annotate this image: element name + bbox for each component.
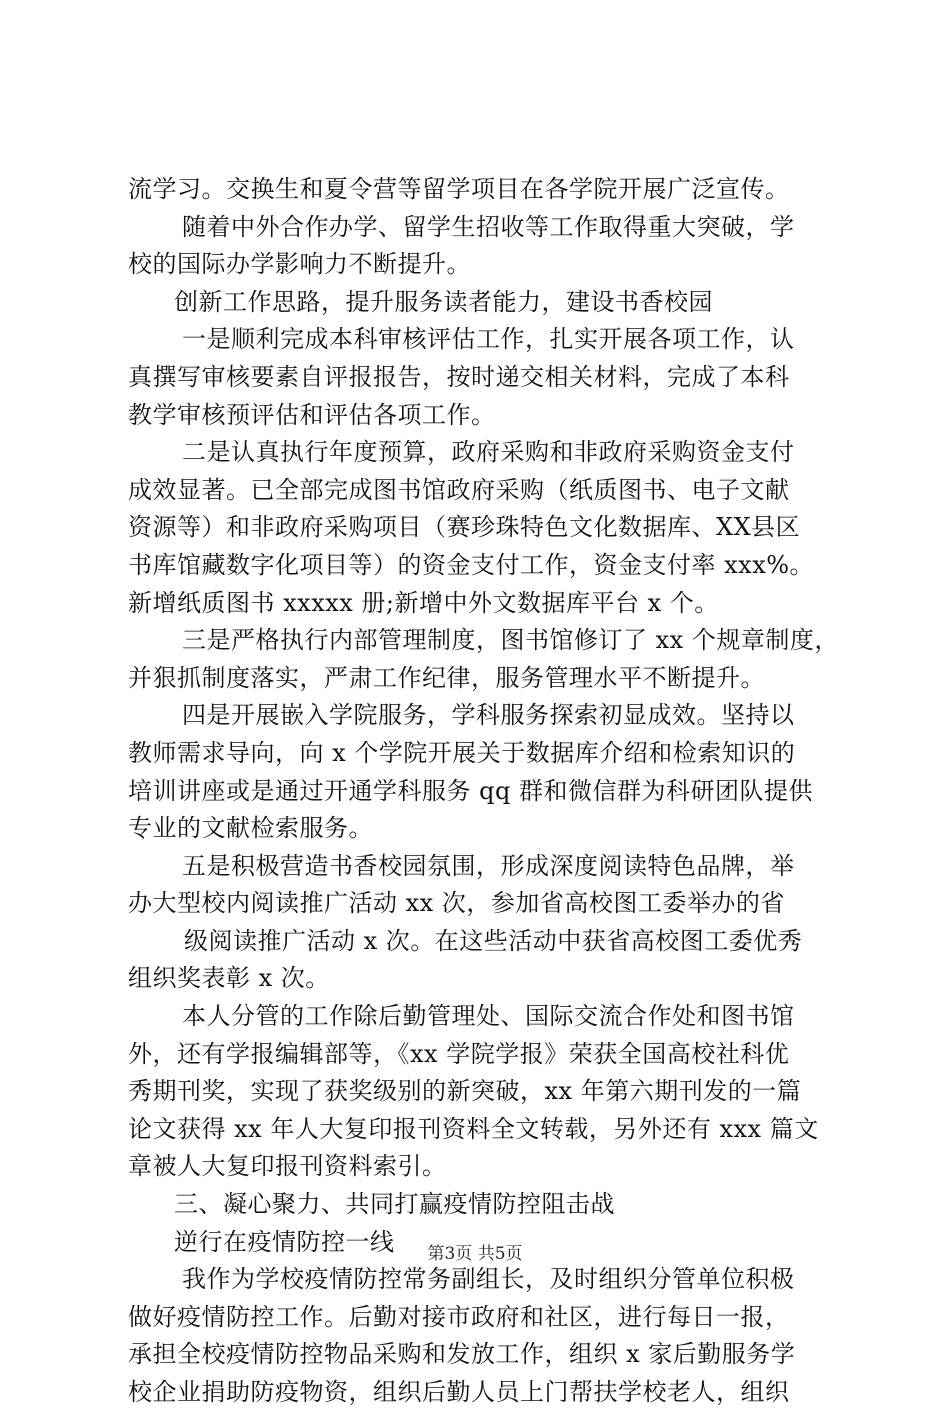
text-line: 三是严格执行内部管理制度，图书馆修订了 xx 个规章制度， [182, 626, 839, 655]
text-line: 秀期刊奖，实现了获奖级别的新突破，xx 年第六期刊发的一篇 [128, 1077, 802, 1106]
text-line: 组织奖表彰 x 次。 [128, 964, 330, 993]
text-line: 专业的文献检索服务。 [128, 814, 373, 843]
section-heading: 三、凝心聚力、共同打赢疫情防控阻击战 [174, 1190, 615, 1219]
text-line: 一是顺利完成本科审核评估工作，扎实开展各项工作，认 [182, 325, 795, 354]
text-line: 教师需求导向，向 x 个学院开展关于数据库介绍和检索知识的 [128, 738, 796, 767]
text-line: 级阅读推广活动 x 次。在这些活动中获省高校图工委优秀 [184, 926, 803, 955]
text-line: 并狠抓制度落实，严肃工作纪律，服务管理水平不断提升。 [128, 663, 765, 692]
text-line: 流学习。交换生和夏令营等留学项目在各学院开展广泛宣传。 [128, 175, 790, 203]
text-line: 培训讲座或是通过开通学科服务 qq 群和微信群为科研团队提供 [128, 776, 813, 805]
text-line: 办大型校内阅读推广活动 xx 次，参加省高校图工委举办的省 [128, 889, 785, 918]
body-text [128, 171, 839, 1412]
text-line: 二是认真执行年度预算，政府采购和非政府采购资金支付 [182, 438, 795, 467]
text-line: 四是开展嵌入学院服务，学科服务探索初显成效。坚持以 [182, 701, 795, 730]
text-line: 书库馆藏数字化项目等）的资金支付工作，资金支付率 xxx%。 [128, 550, 815, 579]
text-line: 随着中外合作办学、留学生招收等工作取得重大突破，学 [182, 212, 795, 241]
text-line: 校企业捐助防疫物资，组织后勤人员上门帮扶学校老人，组织 [128, 1378, 790, 1406]
text-line: 我作为学校疫情防控常务副组长，及时组织分管单位积极 [182, 1265, 795, 1294]
text-line: 章被人大复印报刊资料索引。 [128, 1152, 447, 1181]
text-line: 承担全校疫情防控物品采购和发放工作，组织 x 家后勤服务学 [128, 1340, 796, 1369]
text-line: 五是积极营造书香校园氛围，形成深度阅读特色品牌，举 [182, 851, 795, 880]
page-footer: 第3页 共5页 [427, 1244, 523, 1264]
text-line: 论文获得 xx 年人大复印报刊资料全文转载，另外还有 xxx 篇文 [128, 1114, 819, 1143]
text-line: 新增纸质图书 xxxxx 册;新增中外文数据库平台 x 个。 [128, 588, 719, 617]
text-line: 教学审核预评估和评估各项工作。 [128, 400, 496, 429]
text-line: 外，还有学报编辑部等，《xx 学院学报》荣获全国高校社科优 [128, 1039, 790, 1068]
text-line: 资源等）和非政府采购项目（赛珍珠特色文化数据库、XX县区 [128, 513, 801, 542]
text-line: 真撰写审核要素自评报报告，按时递交相关材料，完成了本科 [128, 362, 790, 391]
text-line: 做好疫情防控工作。后勤对接市政府和社区，进行每日一报， [128, 1302, 790, 1331]
text-line: 校的国际办学影响力不断提升。 [128, 250, 471, 279]
section-subheading: 逆行在疫情防控一线 [174, 1227, 395, 1256]
text-line: 成效显著。已全部完成图书馆政府采购（纸质图书、电子文献 [128, 475, 790, 504]
section-subheading: 创新工作思路，提升服务读者能力，建设书香校园 [174, 287, 713, 316]
text-line: 本人分管的工作除后勤管理处、国际交流合作处和图书馆 [182, 1002, 795, 1031]
